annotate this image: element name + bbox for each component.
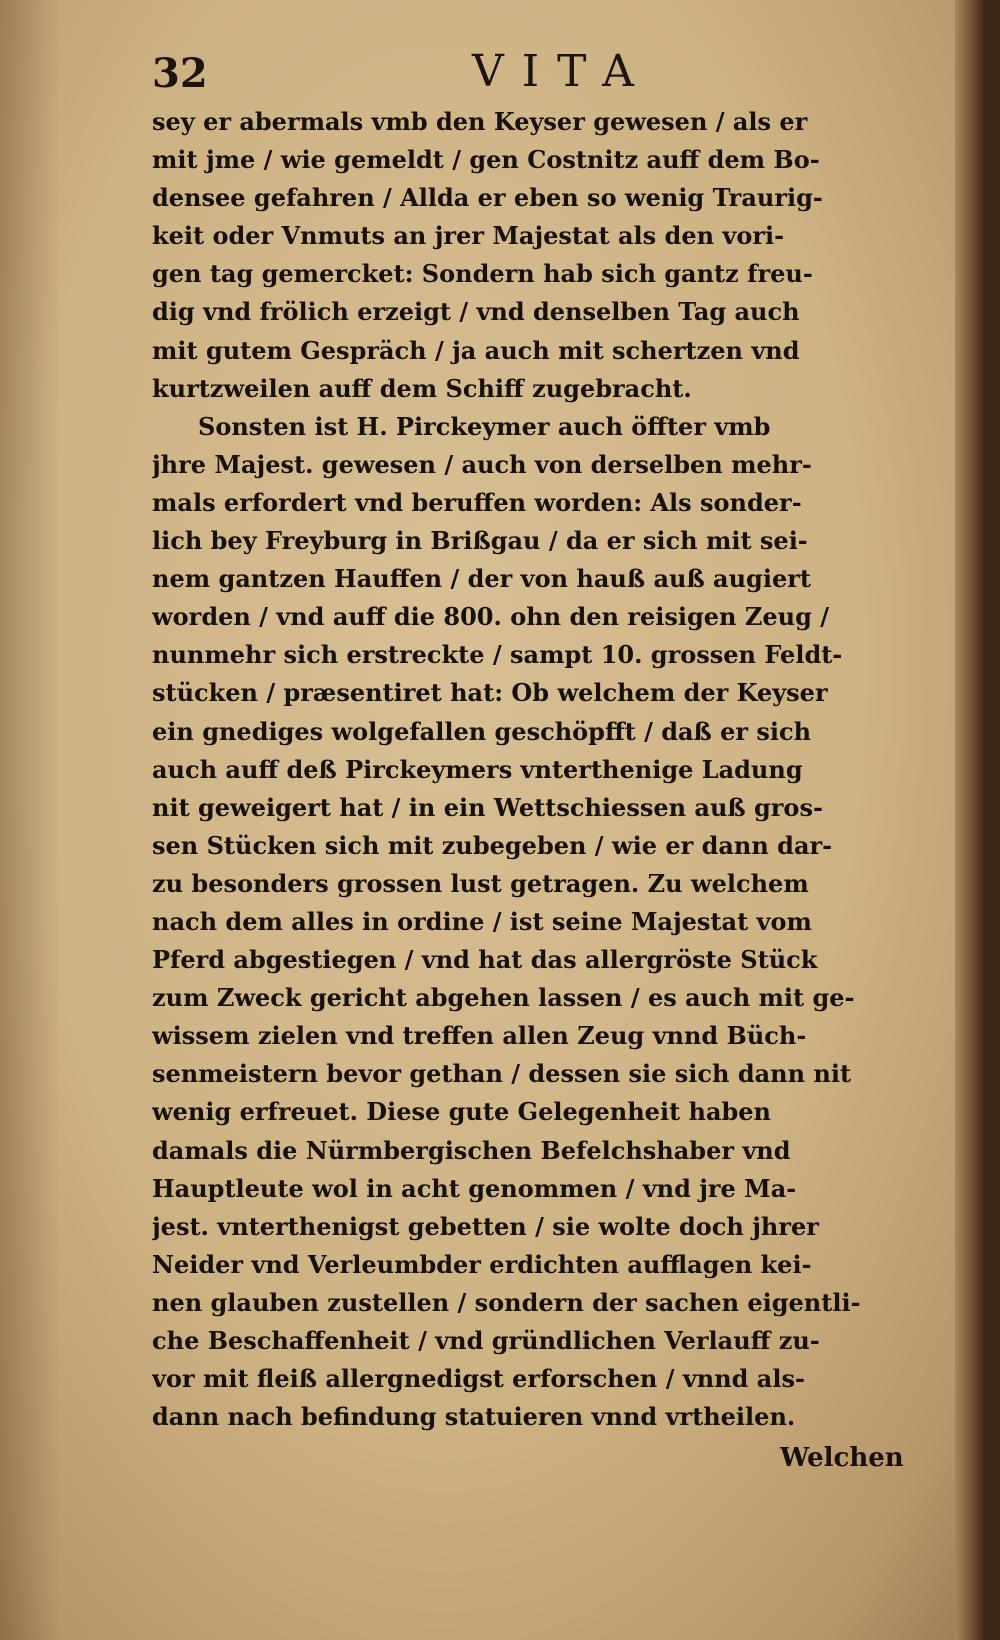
text-line: nach dem alles in ordine / ist seine Majestat vom bbox=[152, 906, 812, 936]
spine-shadow bbox=[0, 0, 60, 1640]
catchword: Welchen bbox=[780, 1443, 904, 1473]
text-line: auch auff deß Pirckeymers vnterthenige Ladung bbox=[152, 754, 803, 784]
text-line: mit jme / wie gemeldt / gen Costnitz auff dem Bo- bbox=[152, 145, 820, 175]
text-line: zum Zweck gericht abgehen lassen / es auch mit ge- bbox=[152, 983, 855, 1013]
text-line: senmeistern bevor gethan / dessen sie sich dann nit bbox=[152, 1059, 852, 1089]
text-line: dig vnd frölich erzeigt / vnd denselben Tag auch bbox=[152, 297, 800, 327]
text-line: densee gefahren / Allda er eben so wenig Traurig- bbox=[152, 183, 823, 213]
text-line: che Beschaffenheit / vnd gründlichen Verlauff zu- bbox=[152, 1326, 820, 1355]
page-number: 32 bbox=[152, 50, 208, 97]
text-line: mals erfordert vnd beruffen worden: Als sonder- bbox=[152, 487, 802, 517]
text-line: zu besonders grossen lust getragen. Zu welchem bbox=[152, 868, 809, 898]
text-line: mit gutem Gespräch / ja auch mit schertzen vnd bbox=[152, 335, 800, 365]
text-line: wenig erfreuet. Diese gute Gelegenheit haben bbox=[152, 1097, 772, 1127]
page-edge bbox=[955, 0, 985, 1640]
text-line: lich bey Freyburg in Brißgau / da er sich mit sei- bbox=[152, 526, 808, 556]
text-line: sey er abermals vmb den Keyser gewesen / als er bbox=[152, 107, 808, 136]
text-line: nunmehr sich erstreckte / sampt 10. grossen Feldt- bbox=[152, 640, 843, 670]
text-line: nem gantzen Hauffen / der von hauß auß augiert bbox=[152, 564, 811, 594]
text-line: sen Stücken sich mit zubegeben / wie er dann dar- bbox=[152, 830, 833, 860]
text-block bbox=[152, 103, 947, 1436]
text-line: keit oder Vnmuts an jrer Majestat als den vori- bbox=[152, 221, 785, 251]
text-line: gen tag gemercket: Sondern hab sich gantz freu- bbox=[152, 259, 813, 289]
text-line: stücken / præsentiret hat: Ob welchem der Keyser bbox=[152, 678, 828, 708]
text-line: vor mit fleiß allergnedigst erforschen / vnnd als- bbox=[152, 1364, 805, 1394]
text-line: jest. vnterthenigst gebetten / sie wolte doch jhrer bbox=[152, 1211, 819, 1241]
text-line: nit geweigert hat / in ein Wettschiessen auß gros- bbox=[152, 792, 823, 822]
text-line: Pferd abgestiegen / vnd hat das allergröste Stück bbox=[152, 945, 818, 975]
text-line: kurtzweilen auff dem Schiff zugebracht. bbox=[152, 373, 692, 403]
text-line: jhre Majest. gewesen / auch von derselben mehr- bbox=[152, 449, 812, 479]
text-line: Neider vnd Verleumbder erdichten aufflagen kei- bbox=[152, 1249, 812, 1279]
paragraph-start-line: Sonsten ist H. Pirckeymer auch öffter vmb bbox=[198, 411, 771, 441]
text-line: wissem zielen vnd treffen allen Zeug vnnd Büch- bbox=[152, 1021, 807, 1051]
text-line: worden / vnd auff die 800. ohn den reisigen Zeug / bbox=[152, 602, 829, 632]
running-head: VITA bbox=[472, 46, 652, 97]
text-line: ein gnediges wolgefallen geschöpfft / daß er sich bbox=[152, 716, 812, 746]
page-header bbox=[152, 42, 912, 102]
text-line: Hauptleute wol in acht genommen / vnd jre Ma- bbox=[152, 1173, 797, 1203]
text-line: nen glauben zustellen / sondern der sachen eigentli- bbox=[152, 1287, 861, 1317]
text-line: dann nach befindung statuieren vnnd vrtheilen. bbox=[152, 1402, 796, 1432]
text-line: damals die Nürmbergischen Befelchshaber vnd bbox=[152, 1135, 791, 1165]
